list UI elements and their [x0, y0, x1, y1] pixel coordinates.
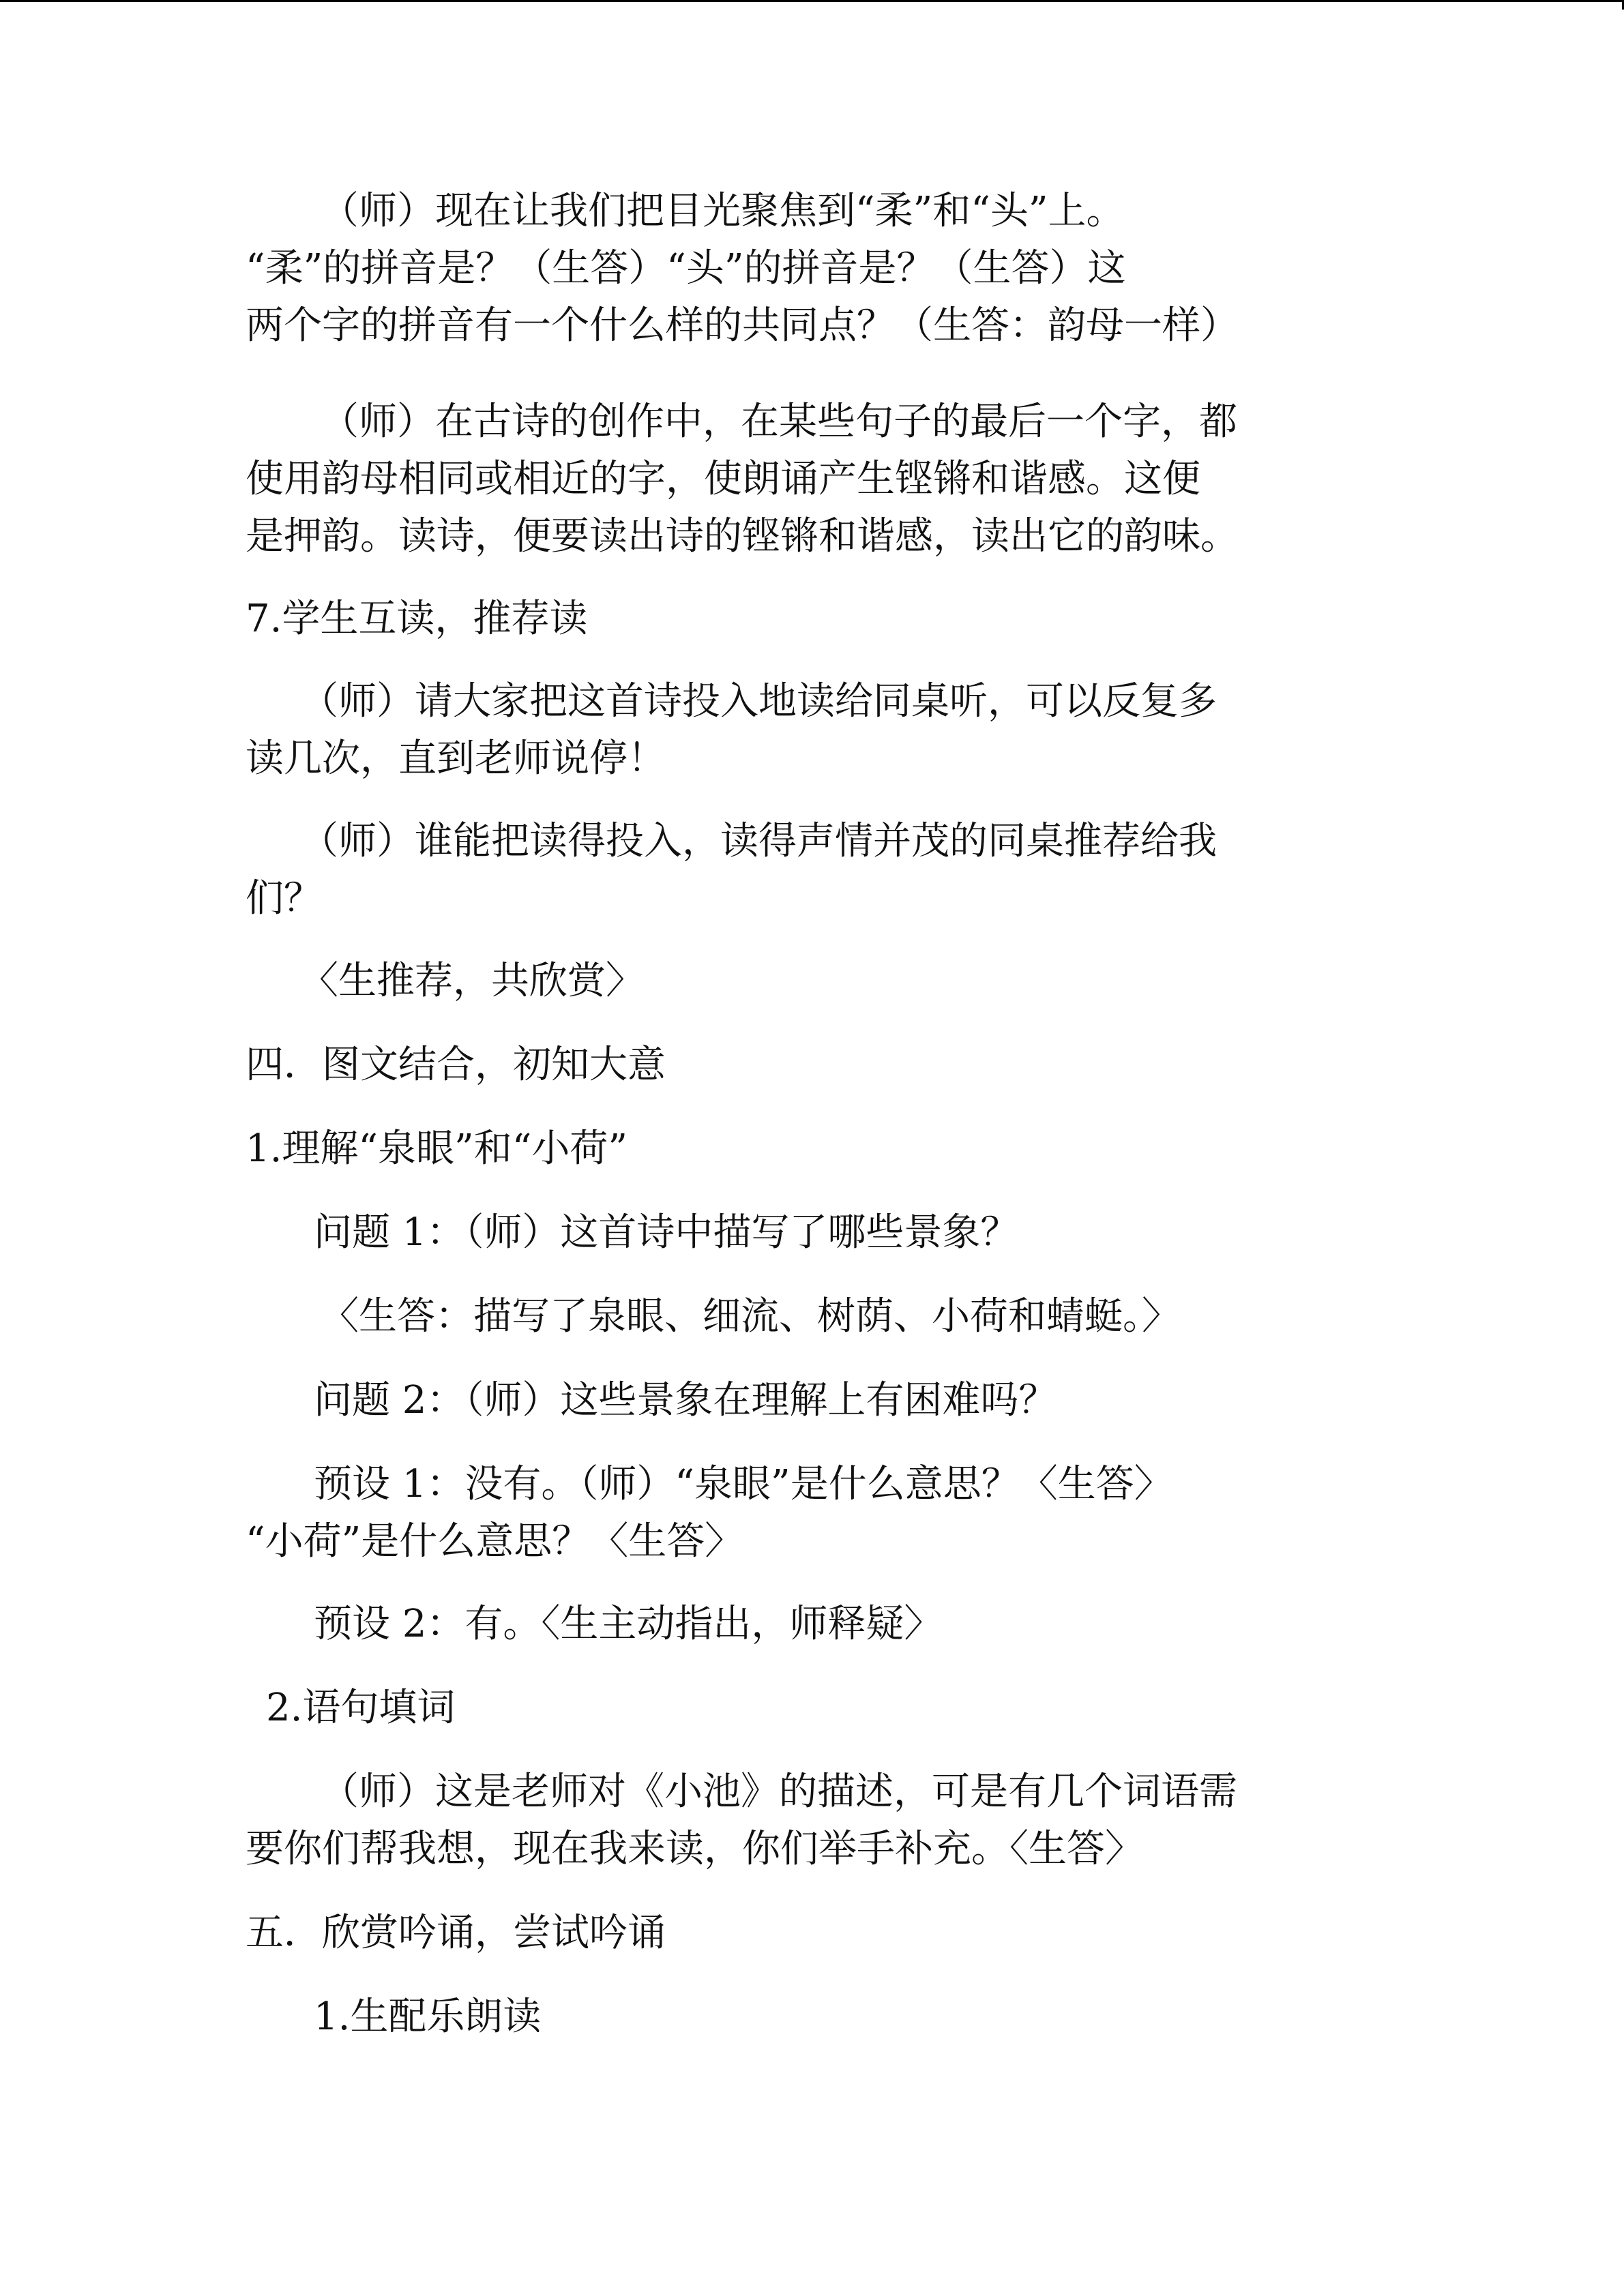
paragraph-line: 要你们帮我想，现在我来读，你们举手补充。〈生答〉: [246, 1827, 1143, 1871]
section-heading: 7.学生互读，推荐读: [246, 597, 588, 641]
paragraph-line: （师）这是老师对《小池》的描述，可是有几个词语需: [321, 1770, 1237, 1814]
section-heading: 四．图文结合，初知大意: [246, 1043, 666, 1087]
paragraph-line: （师）现在让我们把目光聚焦到“柔”和“头”上。: [321, 189, 1125, 233]
paragraph-line: “小荷”是什么意思？〈生答〉: [246, 1519, 743, 1564]
section-heading: 1.理解“泉眼”和“小荷”: [246, 1127, 628, 1171]
paragraph-line: 们？: [246, 876, 322, 921]
page-top-border: [0, 0, 1624, 2]
paragraph-line: 问题 1：（师）这首诗中描写了哪些景象？: [314, 1210, 1019, 1255]
paragraph-line: 预设 1：没有。（师）“泉眼”是什么意思？〈生答〉: [314, 1462, 1172, 1506]
paragraph-line: 预设 2：有。〈生主动指出，师释疑〉: [314, 1602, 943, 1646]
paragraph-line: 使用韵母相同或相近的字，使朗诵产生铿锵和谐感。这便: [246, 457, 1200, 501]
paragraph-line: 两个字的拼音有一个什么样的共同点？（生答：韵母一样）: [246, 303, 1239, 348]
section-heading: 1.生配乐朗读: [314, 1995, 542, 2039]
paragraph-line: （师）请大家把这首诗投入地读给同桌听，可以反复多: [300, 679, 1217, 724]
paragraph-line: （师）谁能把读得投入，读得声情并茂的同桌推荐给我: [300, 819, 1217, 863]
paragraph-line: 是押韵。读诗，便要读出诗的铿锵和谐感，读出它的韵味。: [246, 514, 1239, 558]
paragraph-line: 〈生答：描写了泉眼、细流、树荫、小荷和蜻蜓。〉: [321, 1294, 1180, 1339]
paragraph-line: （师）在古诗的创作中，在某些句子的最后一个字，都: [321, 400, 1237, 444]
section-heading: 五．欣赏吟诵，尝试吟诵: [246, 1911, 666, 1955]
paragraph-line: 〈生推荐，共欣赏〉: [300, 959, 644, 1003]
paragraph-line: 问题 2：（师）这些景象在理解上有困难吗？: [314, 1378, 1057, 1422]
section-heading: 2.语句填词: [266, 1686, 456, 1730]
paragraph-line: 读几次，直到老师说停！: [246, 736, 666, 781]
paragraph-line: “柔”的拼音是？（生答）“头”的拼音是？（生答）这: [246, 246, 1126, 290]
